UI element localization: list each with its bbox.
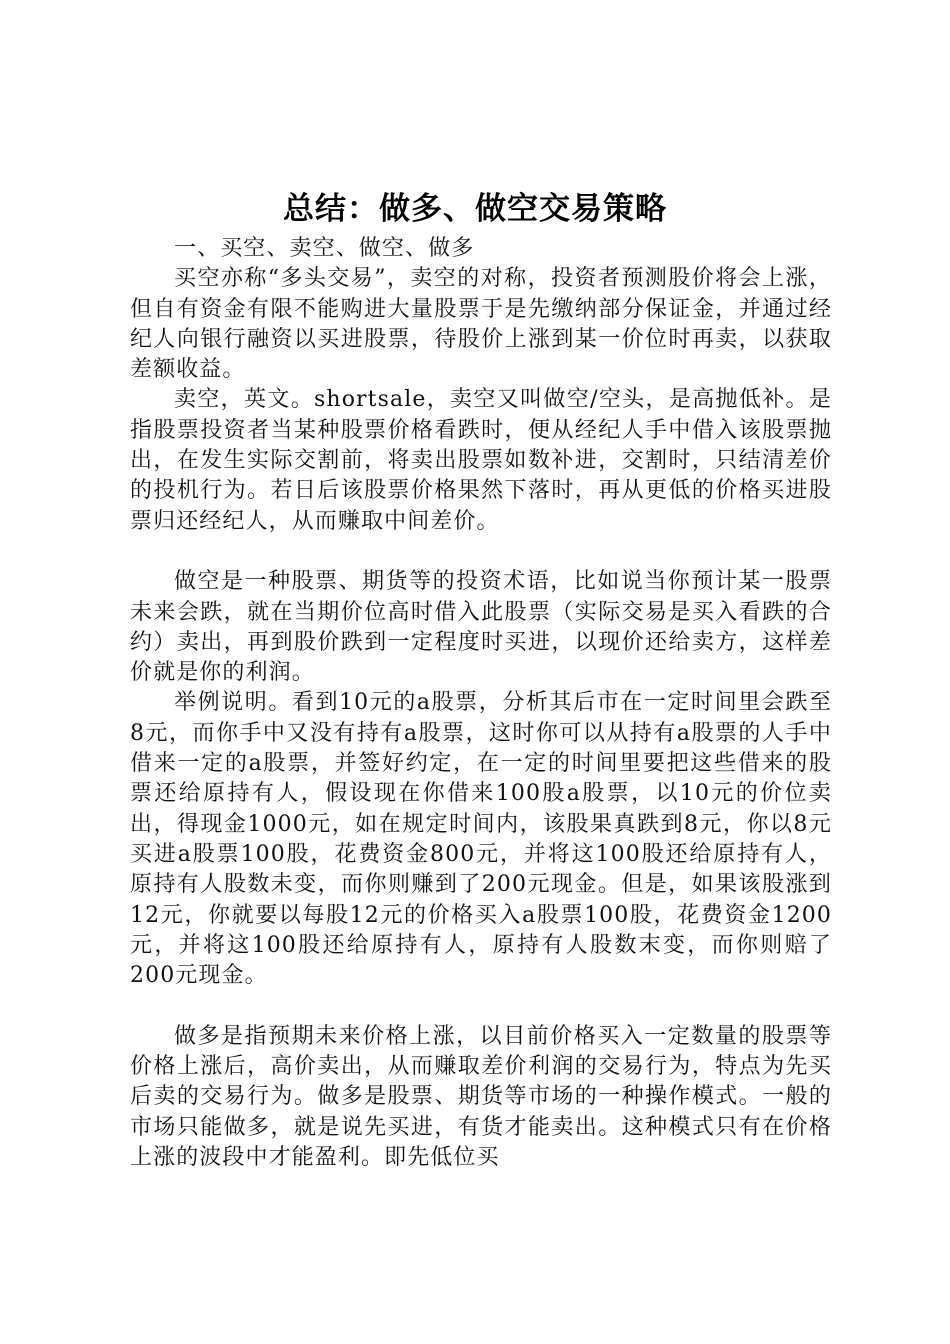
paragraph-shorting-definition: 做空是一种股票、期货等的投资术语，比如说当你预计某一股票未来会跌，就在当期价位高时借入此股票（实际交易是买入看跌的合约）卖出，再到股价跌到一定程度时买进，以现价还给卖方，这样差价就是你的利润。 xyxy=(130,569,832,686)
document-title: 总结：做多、做空交易策略 xyxy=(283,191,667,227)
paragraph-gap xyxy=(130,537,832,567)
paragraph-buy-short: 买空亦称“多头交易”，卖空的对称，投资者预测股价将会上涨，但自有资金有限不能购进大量股票于是先缴纳部分保证金，并通过经纪人向银行融资以买进股票，待股价上涨到某一价位时再卖，以获取差额收益。 xyxy=(130,266,832,383)
document-body xyxy=(130,234,832,1173)
paragraph-gap xyxy=(130,991,832,1021)
paragraph-going-long: 做多是指预期未来价格上涨，以目前价格买入一定数量的股票等价格上涨后，高价卖出，从而赚取差价利润的交易行为，特点为先买后卖的交易行为。做多是股票、期货等市场的一种操作模式。一般的市场只能做多，就是说先买进，有货才能卖出。这种模式只有在价格上涨的波段中才能盈利。即先低位买 xyxy=(130,1023,832,1170)
paragraph-short-sale: 卖空，英文。shortsale，卖空又叫做空/空头，是高抛低补。是指股票投资者当某种股票价格看跌时，便从经纪人手中借入该股票抛出，在发生实际交割前，将卖出股票如数补进，交割时，只结清差价的投机行为。若日后该股票价格果然下落时，再从更低的价格买进股票归还经纪人，从而赚取中间差价。 xyxy=(130,387,832,534)
section-heading: 一、买空、卖空、做空、做多 xyxy=(174,236,475,261)
paragraph-example: 举例说明。看到10元的a股票，分析其后市在一定时间里会跌至8元，而你手中又没有持有a股票，这时你可以从持有a股票的人手中借来一定的a股票，并签好约定，在一定的时间里要把这些借来的股票还给原持有人，假设现在你借来100股a股票，以10元的价位卖出，得现金1000元，如在规定时间内，该股果真跌到8元，你以8元买进a股票100股，花费资金800元，并将这100股还给原持有人，原持有人股数未变，而你则赚到了200元现金。但是，如果该股涨到12元，你就要以每股12元的价格买入a股票100股，花费资金1200元，并将这100股还给原持有人，原持有人股数末变，而你则赔了200元现金。 xyxy=(130,690,832,989)
